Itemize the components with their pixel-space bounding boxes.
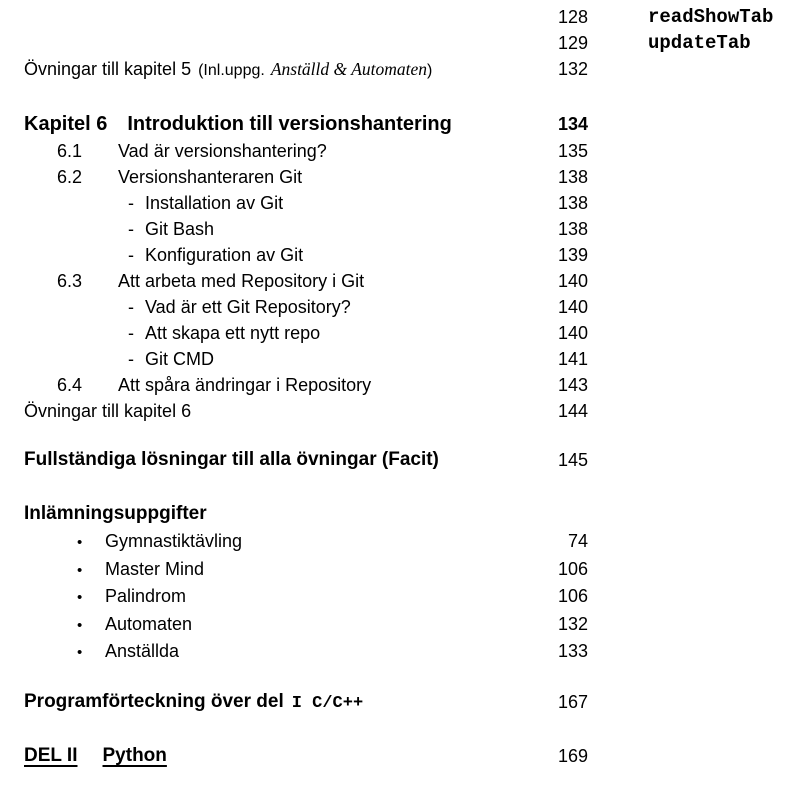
page-number: 135	[557, 141, 588, 161]
toc-gap	[0, 716, 800, 742]
heading-title: Fullständiga lösningar till alla övningar (Facit)	[24, 449, 439, 470]
entry-title: Installation av Git	[145, 193, 284, 213]
entry-title: Palindrom	[105, 586, 187, 606]
toc-row	[0, 688, 800, 716]
entry-title: Master Mind	[105, 558, 205, 579]
toc-gap	[0, 424, 800, 446]
toc-row	[0, 611, 800, 639]
dash-icon: -	[128, 323, 134, 343]
dash-icon: -	[128, 245, 134, 265]
part-title: Python	[102, 744, 167, 766]
page-number: 138	[557, 193, 588, 213]
toc-row	[0, 294, 800, 320]
toc-row	[0, 110, 800, 138]
entry-title: Att skapa ett nytt repo	[145, 323, 321, 343]
page-number: 106	[557, 586, 588, 606]
toc-row	[0, 30, 800, 56]
heading-code-suffix: I C/C++	[291, 693, 364, 713]
entry-title: Övningar till kapitel 6	[24, 401, 192, 421]
toc-row	[0, 216, 800, 242]
entry-title: Övningar till kapitel 5	[24, 59, 192, 79]
page-number: 144	[557, 401, 588, 421]
toc-row	[0, 164, 800, 190]
page-number: 145	[557, 450, 588, 470]
toc-row	[0, 500, 800, 528]
entry-title: Vad är ett Git Repository?	[145, 297, 351, 317]
entry-title: Att arbeta med Repository i Git	[118, 271, 365, 291]
toc-row	[0, 190, 800, 216]
heading-title: Inlämningsuppgifter	[24, 503, 207, 524]
toc-gap	[0, 82, 800, 110]
bullet-icon: •	[77, 561, 83, 579]
page-number: 133	[557, 641, 588, 661]
assignment-names: Anställd & Automaten	[270, 59, 428, 79]
page-number: 74	[567, 531, 588, 551]
section-number: 6.4	[57, 375, 83, 395]
toc-row	[0, 583, 800, 611]
page-number: 138	[557, 219, 588, 239]
page-number: 143	[557, 375, 588, 395]
dash-icon: -	[128, 349, 134, 369]
toc-row	[0, 556, 800, 584]
page-number: 128	[557, 7, 588, 27]
chapter-title: Introduktion till versionshantering	[127, 113, 452, 135]
code-identifier-label: readShowTab	[648, 6, 774, 28]
toc-row	[0, 56, 800, 82]
page-number: 134	[557, 114, 588, 134]
bullet-icon: •	[77, 589, 83, 606]
paren-open-note: (Inl.uppg.	[198, 62, 265, 79]
section-number: 6.3	[57, 271, 83, 291]
section-number: 6.2	[57, 167, 83, 187]
page-number: 140	[557, 323, 588, 343]
section-number: 6.1	[57, 141, 83, 161]
page-number: 167	[557, 691, 588, 712]
page-number: 139	[557, 245, 588, 265]
dash-icon: -	[128, 219, 134, 239]
toc-row	[0, 446, 800, 474]
toc-gap	[0, 474, 800, 500]
toc-row	[0, 638, 800, 666]
toc-row	[0, 4, 800, 30]
entry-title: Konfiguration av Git	[145, 245, 304, 265]
chapter-number: Kapitel 6	[24, 113, 108, 135]
entry-title: Git Bash	[145, 219, 215, 239]
page-number: 141	[557, 349, 588, 369]
toc-row	[0, 138, 800, 164]
page-number: 140	[557, 297, 588, 317]
entry-title: Anställda	[105, 641, 180, 661]
entry-title: Automaten	[105, 613, 193, 634]
toc-row	[0, 742, 800, 770]
page-number: 106	[557, 558, 588, 579]
bullet-icon: •	[77, 644, 83, 661]
page-number: 140	[557, 271, 588, 291]
toc-row	[0, 398, 800, 424]
entry-title: Att spåra ändringar i Repository	[118, 375, 372, 395]
bullet-icon: •	[77, 616, 83, 634]
page-number: 138	[557, 167, 588, 187]
page-number: 132	[557, 613, 588, 634]
toc-row	[0, 242, 800, 268]
entry-title: Vad är versionshantering?	[118, 141, 327, 161]
toc-row	[0, 320, 800, 346]
toc-gap	[0, 666, 800, 688]
entry-title: Versionshanteraren Git	[118, 167, 303, 187]
dash-icon: -	[128, 297, 134, 317]
page-number: 169	[557, 745, 588, 766]
bullet-icon: •	[77, 534, 83, 551]
part-label: DEL II	[24, 744, 78, 766]
page-number: 132	[557, 59, 588, 79]
dash-icon: -	[128, 193, 134, 213]
toc-row	[0, 346, 800, 372]
toc-row	[0, 528, 800, 556]
entry-title: Gymnastiktävling	[105, 531, 243, 551]
toc-row	[0, 372, 800, 398]
toc-row	[0, 268, 800, 294]
heading-title: Programförteckning över del	[24, 690, 284, 712]
page-number: 129	[557, 33, 588, 53]
entry-title: Git CMD	[145, 349, 214, 369]
paren-close-note: )	[427, 62, 433, 79]
code-identifier-label: updateTab	[648, 32, 751, 54]
